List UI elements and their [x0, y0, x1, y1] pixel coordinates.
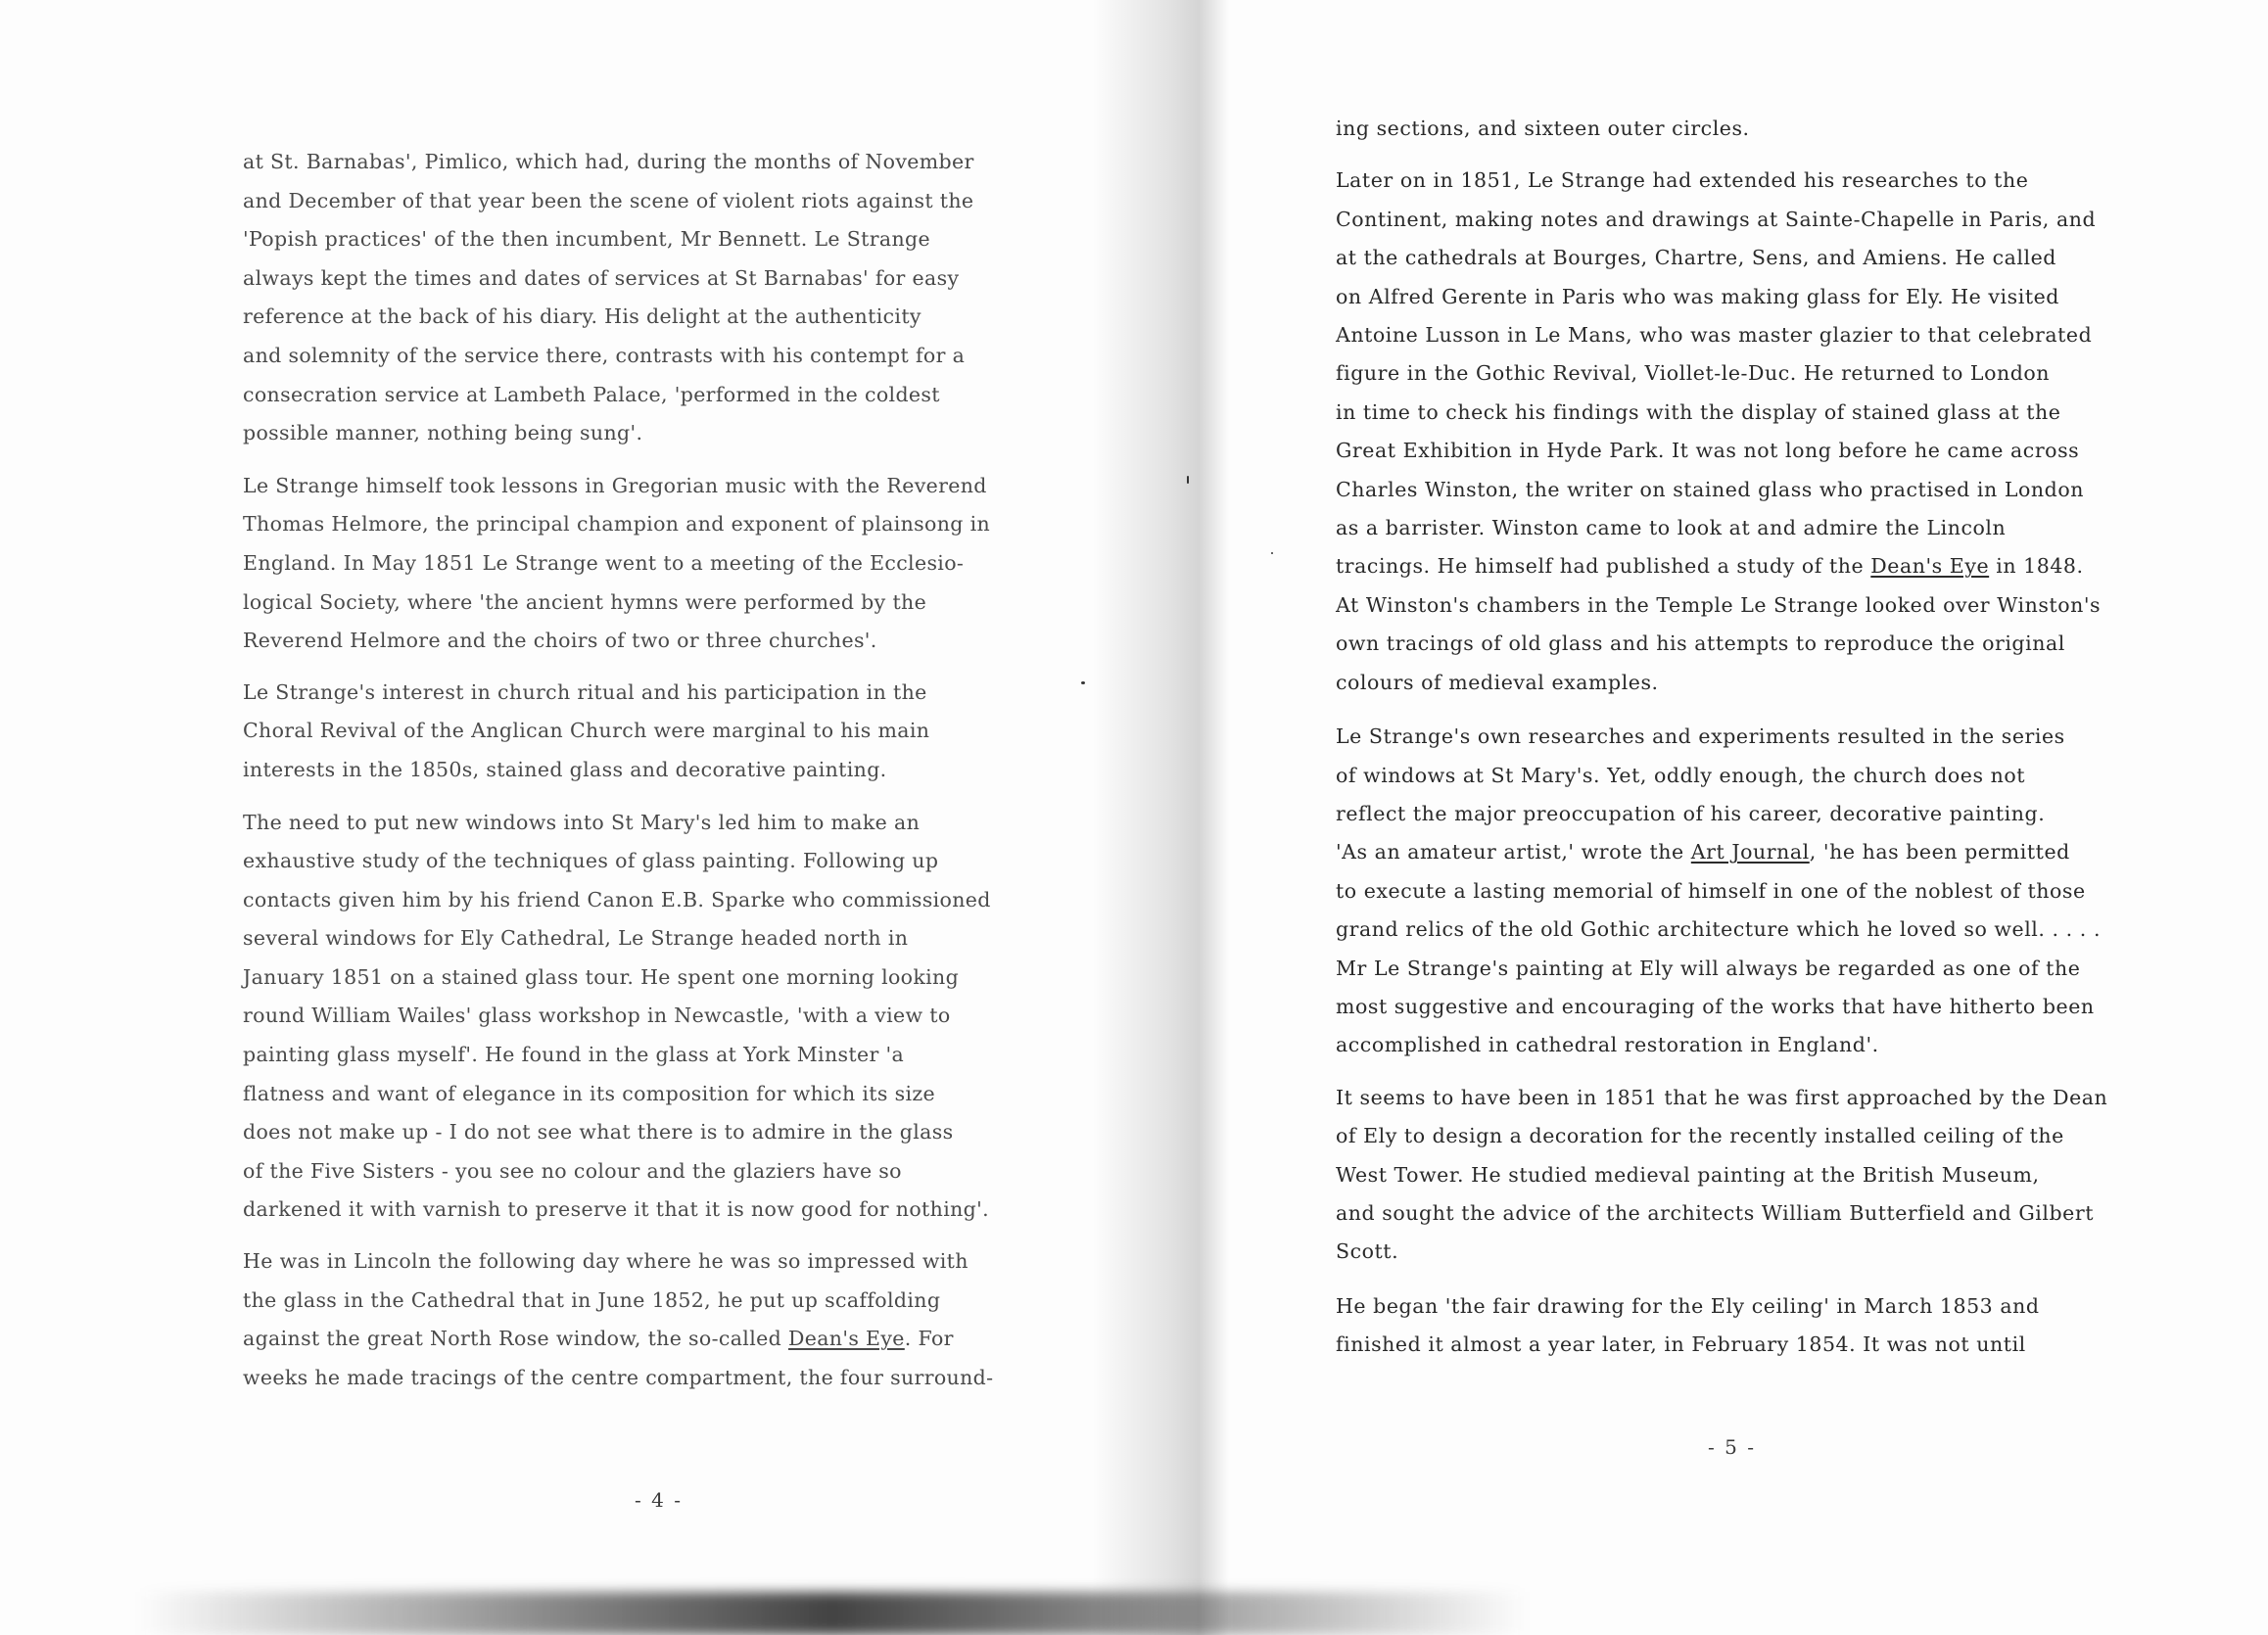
text-segment: own tracings of old glass and his attempts to reproduce the original: [1336, 631, 2065, 656]
text-segment: tracings. He himself had published a study of the: [1336, 554, 1871, 579]
left-paragraph-5: [243, 1242, 1105, 1397]
text-line: [1336, 833, 2217, 871]
text-line: of the Five Sisters - you see no colour and the glaziers have so: [243, 1158, 902, 1183]
text-segment: grand relics of the old Gothic architecture which he loved so well. . . . .: [1336, 917, 2102, 942]
text-line: Le Strange's interest in church ritual and his participation in the: [243, 679, 927, 704]
left-page-number: - 4 -: [635, 1488, 683, 1512]
text-line: [243, 1282, 1105, 1321]
text-line: [1336, 872, 2217, 911]
text-segment: in 1848.: [1989, 554, 2084, 579]
text-line: January 1851 on a stained glass tour. He spent one morning looking: [243, 964, 960, 989]
text-line: reference at the back of his diary. His delight at the authenticity: [243, 304, 921, 329]
text-segment: colours of medieval examples.: [1336, 670, 1659, 694]
text-line: ing sections, and sixteen outer circles.: [1336, 117, 1750, 140]
text-segment: Great Exhibition in Hyde Park. It was not long before he came across: [1336, 439, 2080, 463]
text-line: [1336, 795, 2217, 833]
text-line: Reverend Helmore and the choirs of two or three churches'.: [243, 629, 877, 653]
text-line: painting glass myself'. He found in the glass at York Minster 'a: [243, 1043, 905, 1067]
text-line: [1336, 911, 2217, 949]
text-line: England. In May 1851 Le Strange went to a meeting of the Ecclesio-: [243, 550, 965, 575]
right-paragraph-3: [1336, 718, 2217, 1065]
text-line: [1336, 316, 2217, 354]
text-line: Thomas Helmore, the principal champion and exponent of plainsong in: [243, 512, 991, 537]
text-line: [1336, 509, 2217, 547]
text-line: [243, 1320, 1105, 1359]
text-segment: reflect the major preoccupation of his career, decorative painting.: [1336, 801, 2046, 825]
text-segment: . For: [904, 1327, 954, 1351]
text-line: [1336, 432, 2217, 470]
text-line: [1336, 586, 2217, 625]
text-line: He began 'the fair drawing for the Ely ceiling' in March 1853 and: [1336, 1293, 2040, 1318]
text-line: Choral Revival of the Anglican Church were marginal to his main: [243, 719, 930, 743]
text-line: and December of that year been the scene of violent riots against the: [243, 188, 974, 212]
left-paragraph-3: [243, 674, 1105, 790]
bottom-edge-shadow: [137, 1592, 1528, 1635]
text-line: several windows for Ely Cathedral, Le Strange headed north in: [243, 926, 909, 951]
text-segment: accomplished in cathedral restoration in England'.: [1336, 1033, 1879, 1057]
text-line: [1336, 988, 2217, 1026]
text-line: The need to put new windows into St Mary's led him to make an: [243, 810, 921, 834]
text-line: [1336, 950, 2217, 988]
text-segment: He was in Lincoln the following day where he was so impressed with: [243, 1249, 969, 1274]
right-paragraph-1: [1336, 110, 2217, 148]
text-line: Le Strange himself took lessons in Gregorian music with the Reverend: [243, 473, 987, 497]
text-segment: , 'he has been permitted: [1809, 840, 2070, 864]
text-segment: in time to check his findings with the display of stained glass at the: [1336, 399, 2061, 424]
text-segment: of windows at St Mary's. Yet, oddly enough, the church does not: [1336, 763, 2026, 787]
text-line: [1336, 664, 2217, 702]
text-line: [1336, 547, 2217, 585]
text-line: Scott.: [1336, 1239, 1399, 1264]
text-line: [1336, 162, 2217, 200]
scan-speck: [1081, 681, 1085, 684]
text-line: West Tower. He studied medieval painting at the British Museum,: [1336, 1162, 2040, 1187]
right-page-number: - 5 -: [1708, 1435, 1756, 1459]
text-segment: weeks he made tracings of the centre compartment, the four surround-: [243, 1365, 994, 1389]
text-segment: on Alfred Gerente in Paris who was making glass for Ely. He visited: [1336, 284, 2059, 308]
text-segment: 'As an amateur artist,' wrote the: [1336, 840, 1691, 864]
text-line: [1336, 1026, 2217, 1064]
underlined-title: Art Journal: [1690, 840, 1810, 864]
text-line: [243, 1359, 1105, 1398]
text-segment: at the cathedrals at Bourges, Chartre, Sens, and Amiens. He called: [1336, 246, 2056, 270]
text-line: [1336, 718, 2217, 756]
text-line: [1336, 757, 2217, 795]
text-line: [1336, 394, 2217, 432]
left-paragraph-1: [243, 143, 1105, 453]
text-line: round William Wailes' glass workshop in Newcastle, 'with a view to: [243, 1004, 951, 1028]
text-line: contacts given him by his friend Canon E.B. Sparke who commissioned: [243, 887, 991, 911]
scan-speck: [1271, 552, 1273, 554]
text-line: possible manner, nothing being sung'.: [243, 421, 643, 445]
text-segment: the glass in the Cathedral that in June 1852, he put up scaffolding: [243, 1287, 941, 1312]
text-line: [1336, 625, 2217, 663]
text-segment: most suggestive and encouraging of the works that have hitherto been: [1336, 994, 2095, 1018]
text-line: finished it almost a year later, in February 1854. It was not until: [1336, 1332, 2026, 1357]
text-segment: Le Strange's own researches and experiments resulted in the series: [1336, 724, 2065, 749]
text-line: always kept the times and dates of services at St Barnabas' for easy: [243, 265, 960, 290]
text-segment: as a barrister. Winston came to look at and admire the Lincoln: [1336, 516, 2007, 540]
text-line: does not make up - I do not see what there is to admire in the glass: [243, 1120, 954, 1144]
text-line: [1336, 354, 2217, 393]
text-segment: Antoine Lusson in Le Mans, who was master glazier to that celebrated: [1336, 323, 2093, 348]
text-line: [1336, 239, 2217, 277]
left-paragraph-4: [243, 804, 1105, 1231]
text-segment: against the great North Rose window, the so-called: [243, 1327, 788, 1351]
text-line: of Ely to design a decoration for the recently installed ceiling of the: [1336, 1124, 2064, 1148]
text-line: [1336, 278, 2217, 316]
text-segment: figure in the Gothic Revival, Viollet-le-Duc. He returned to London: [1336, 361, 2051, 386]
text-segment: Charles Winston, the writer on stained glass who practised in London: [1336, 477, 2084, 501]
text-line: 'Popish practices' of the then incumbent, Mr Bennett. Le Strange: [243, 227, 930, 252]
text-line: It seems to have been in 1851 that he was first approached by the Dean: [1336, 1085, 2108, 1109]
right-page: [1336, 110, 2217, 1378]
text-line: at St. Barnabas', Pimlico, which had, during the months of November: [243, 150, 974, 173]
text-segment: Mr Le Strange's painting at Ely will always be regarded as one of the: [1336, 956, 2081, 980]
text-line: [1336, 471, 2217, 509]
text-segment: At Winston's chambers in the Temple Le Strange looked over Winston's: [1336, 592, 2102, 617]
text-line: [1336, 201, 2217, 239]
text-segment: Continent, making notes and drawings at Sainte-Chapelle in Paris, and: [1336, 207, 2097, 231]
underlined-title: Dean's Eye: [1870, 554, 1990, 579]
left-page: [243, 143, 1105, 1411]
right-paragraph-4: [1336, 1079, 2217, 1272]
right-paragraph-2: [1336, 162, 2217, 702]
underlined-title: Dean's Eye: [787, 1327, 905, 1351]
text-line: darkened it with varnish to preserve it that it is now good for nothing'.: [243, 1197, 989, 1222]
book-gutter-shadow: [1092, 0, 1229, 1635]
right-paragraph-5: [1336, 1287, 2217, 1365]
text-line: and sought the advice of the architects William Butterfield and Gilbert: [1336, 1200, 2094, 1225]
left-paragraph-2: [243, 467, 1105, 661]
text-segment: to execute a lasting memorial of himself in one of the noblest of those: [1336, 878, 2086, 903]
text-segment: Later on in 1851, Le Strange had extended his researches to the: [1336, 168, 2029, 193]
text-line: and solemnity of the service there, contrasts with his contempt for a: [243, 343, 966, 367]
text-line: exhaustive study of the techniques of glass painting. Following up: [243, 849, 939, 873]
text-line: consecration service at Lambeth Palace, 'performed in the coldest: [243, 382, 940, 406]
scan-speck: [1187, 476, 1189, 484]
text-line: logical Society, where 'the ancient hymns were performed by the: [243, 589, 927, 614]
text-line: interests in the 1850s, stained glass and decorative painting.: [243, 757, 887, 781]
text-line: flatness and want of elegance in its composition for which its size: [243, 1081, 936, 1105]
text-line: [243, 1242, 1105, 1282]
